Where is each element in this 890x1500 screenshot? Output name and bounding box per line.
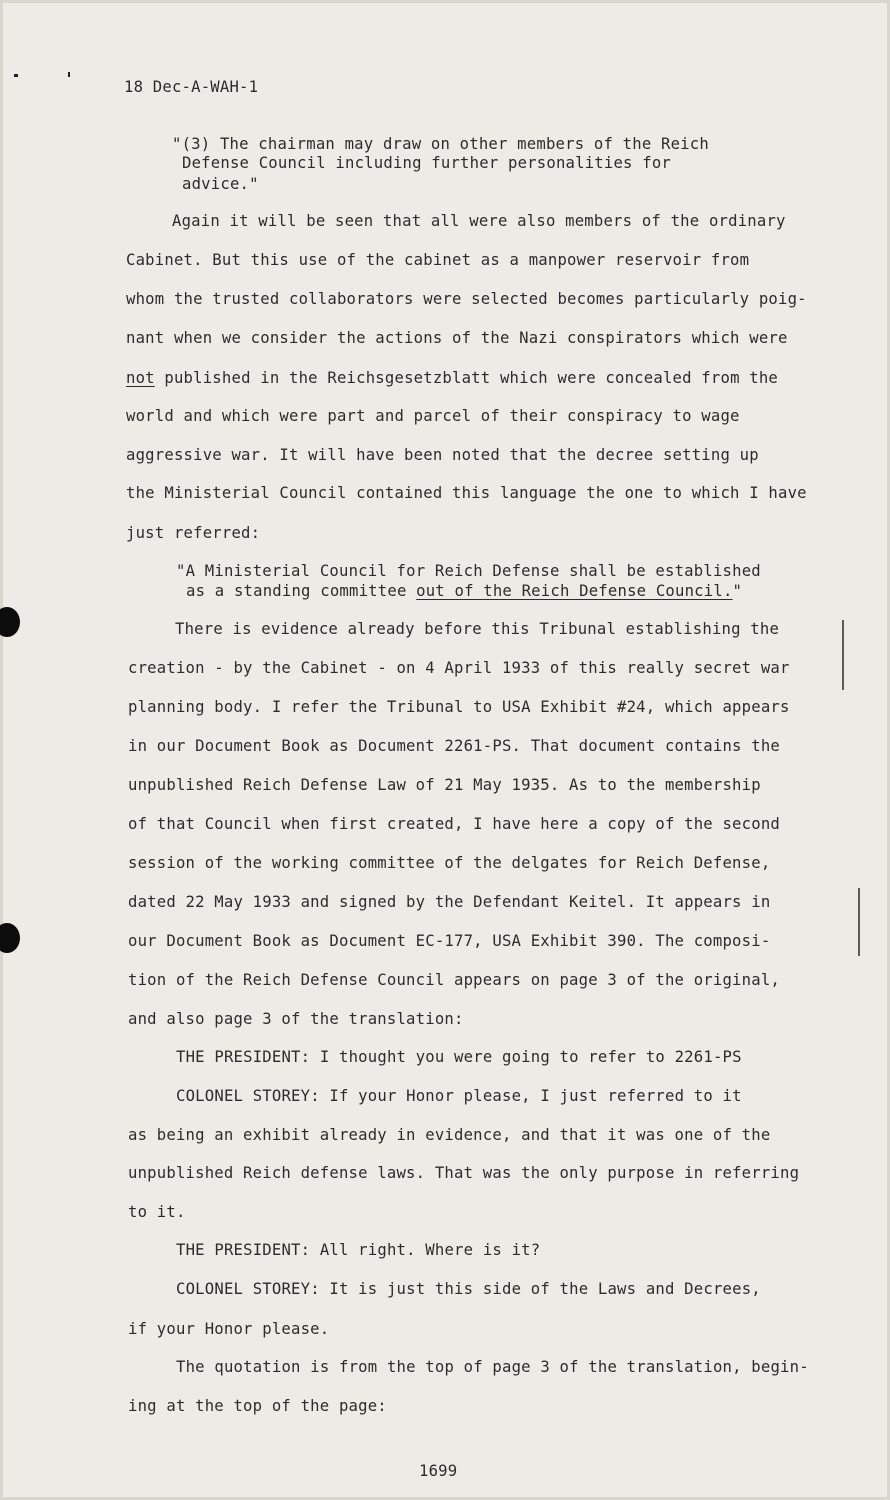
speaker-line: THE PRESIDENT: I thought you were going to refer to 2261-PS xyxy=(176,1048,742,1066)
body-line: The quotation is from the top of page 3 of the translation, begin- xyxy=(176,1358,809,1376)
speaker-line: COLONEL STOREY: It is just this side of the Laws and Decrees, xyxy=(176,1280,761,1298)
body-line: dated 22 May 1933 and signed by the Defendant Keitel. It appears in xyxy=(128,893,771,911)
speaker-line: THE PRESIDENT: All right. Where is it? xyxy=(176,1241,541,1259)
body-line: creation - by the Cabinet - on 4 April 1933 of this really secret war xyxy=(128,659,790,677)
binder-hole-bottom xyxy=(0,923,20,953)
corner-mark-2 xyxy=(68,72,70,77)
body-line: aggressive war. It will have been noted that the decree setting up xyxy=(126,446,759,464)
quote-line: advice." xyxy=(182,175,259,193)
quote-line: "(3) The chairman may draw on other members of the Reich xyxy=(172,135,709,153)
quote-close: " xyxy=(732,582,743,600)
body-line: just referred: xyxy=(126,524,261,542)
margin-line-2 xyxy=(858,888,860,956)
body-line: the Ministerial Council contained this language the one to which I have xyxy=(126,484,807,502)
body-line: if your Honor please. xyxy=(128,1320,330,1338)
body-line: session of the working committee of the delgates for Reich Defense, xyxy=(128,854,771,872)
body-line xyxy=(126,369,778,387)
page-number: 1699 xyxy=(419,1462,458,1480)
body-line: world and which were part and parcel of their conspiracy to wage xyxy=(126,407,740,425)
body-line: There is evidence already before this Tribunal establishing the xyxy=(175,620,780,638)
quote-text: as a standing committee xyxy=(186,582,417,600)
body-line: unpublished Reich defense laws. That was the only purpose in referring xyxy=(128,1164,800,1182)
quote-line xyxy=(186,582,742,600)
document-code: 18 Dec-A-WAH-1 xyxy=(124,78,259,96)
underlined-not: not xyxy=(126,369,155,387)
body-line: in our Document Book as Document 2261-PS. That document contains the xyxy=(128,737,780,755)
binder-hole-top xyxy=(0,607,20,637)
body-line-rest: published in the Reichsgesetzblatt which were concealed from the xyxy=(164,369,779,387)
quote-line: "A Ministerial Council for Reich Defense shall be established xyxy=(176,562,761,580)
body-line: nant when we consider the actions of the Nazi conspirators which were xyxy=(126,329,788,347)
body-line: ing at the top of the page: xyxy=(128,1397,387,1415)
quote-line: Defense Council including further personalities for xyxy=(182,154,671,172)
body-line: to it. xyxy=(128,1203,186,1221)
body-line: as being an exhibit already in evidence, and that it was one of the xyxy=(128,1126,771,1144)
underlined-quote-text: out of the Reich Defense Council. xyxy=(416,582,733,600)
corner-mark-1 xyxy=(14,74,18,77)
body-line: our Document Book as Document EC-177, USA Exhibit 390. The composi- xyxy=(128,932,771,950)
body-line: Cabinet. But this use of the cabinet as a manpower reservoir from xyxy=(126,251,750,269)
body-line: planning body. I refer the Tribunal to USA Exhibit #24, which appears xyxy=(128,698,790,716)
body-line: whom the trusted collaborators were selected becomes particularly poig- xyxy=(126,290,807,308)
body-line: of that Council when first created, I have here a copy of the second xyxy=(128,815,780,833)
speaker-line: COLONEL STOREY: If your Honor please, I just referred to it xyxy=(176,1087,742,1105)
margin-line-1 xyxy=(842,620,844,690)
body-line: Again it will be seen that all were also members of the ordinary xyxy=(172,212,786,230)
body-line: unpublished Reich Defense Law of 21 May 1935. As to the membership xyxy=(128,776,761,794)
body-line: tion of the Reich Defense Council appears on page 3 of the original, xyxy=(128,971,780,989)
body-line: and also page 3 of the translation: xyxy=(128,1010,464,1028)
